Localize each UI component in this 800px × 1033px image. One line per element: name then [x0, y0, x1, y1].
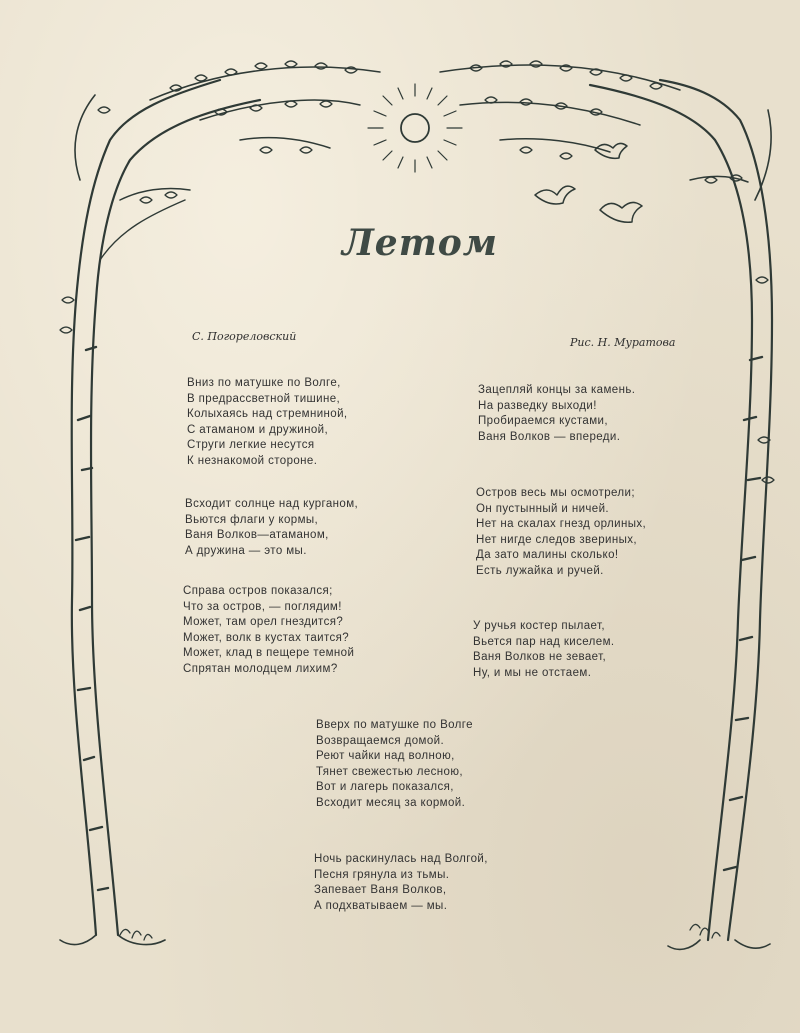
poem-line: Он пустынный и ничей. [476, 502, 610, 515]
poem-line: Спрятан молодцем лихим? [183, 662, 338, 675]
sun-drawing [368, 84, 462, 172]
poem-line: Ваня Волков не зевает, [473, 651, 607, 663]
poem-line: А подхватываем — мы. [314, 899, 448, 912]
poem-title: Летом [341, 222, 499, 264]
stanza-7 [316, 718, 473, 811]
stanza-5 [183, 584, 354, 677]
stanza-3 [185, 497, 358, 559]
poem-line: Вниз по матушке по Волге, [187, 377, 341, 389]
poem-line: Нет на скалах гнезд орлиных, [476, 518, 647, 530]
birds-drawing [535, 143, 642, 222]
stanza-4 [476, 486, 646, 579]
poem-line: Вверх по матушке по Волге [316, 719, 473, 731]
stanza-8 [314, 852, 488, 914]
poem-line: Всходит солнце над курганом, [185, 498, 359, 510]
poem-line: Вьются флаги у кормы, [185, 513, 319, 526]
poem-line: Струги легкие несутся [187, 439, 315, 451]
poem-line: Может, волк в кустах таится? [183, 631, 350, 644]
poem-line: Реют чайки над волною, [316, 750, 455, 762]
poem-line: Справа остров показался; [183, 585, 333, 597]
stanza-2 [478, 383, 635, 445]
poem-line: На разведку выходи! [478, 399, 597, 412]
right-birch-marks [724, 357, 762, 870]
poem-line: Нет нигде следов звериных, [476, 533, 637, 546]
poem-line: Да зато малины сколько! [476, 549, 619, 561]
poem-line: Что за остров, — поглядим! [183, 600, 342, 613]
poem-line: Остров весь мы осмотрели; [476, 487, 635, 499]
stanza-6 [473, 619, 614, 681]
poem-line: Может, там орел гнездится? [183, 616, 344, 628]
poem-line: Пробираемся кустами, [478, 415, 608, 427]
poem-line: Вот и лагерь показался, [316, 781, 454, 793]
canopy-branches [120, 65, 748, 200]
poem-line: У ручья костер пылает, [473, 620, 605, 632]
poem-line: А дружина — это мы. [185, 544, 307, 557]
poem-line: Возвращаемся домой. [316, 734, 445, 747]
poem-line: Зацепляй концы за камень. [478, 384, 636, 396]
poem-line: Ночь раскинулась над Волгой, [314, 853, 488, 865]
stanza-1 [187, 376, 348, 469]
poem-line: С атаманом и дружиной, [187, 423, 329, 436]
poem-line: Тянет свежестью лесною, [316, 765, 463, 778]
poem-line: Ну, и мы не отстаем. [473, 666, 592, 679]
poem-line: Колыхаясь над стремниной, [187, 408, 348, 420]
poem-line: Вьется пар над киселем. [473, 635, 615, 648]
poem-line: Запевает Ваня Волков, [314, 884, 447, 896]
poem-line: К незнакомой стороне. [187, 454, 318, 467]
poem-line: Всходит месяц за кормой. [316, 796, 466, 809]
poem-line: В предрассветной тишине, [187, 392, 341, 405]
poem-line: Ваня Волков — впереди. [478, 430, 621, 443]
poem-line: Может, клад в пещере темной [183, 647, 355, 659]
poem-line: Ваня Волков—атаманом, [185, 529, 329, 541]
illustrator-credit: Рис. Н. Муратова [570, 336, 676, 349]
author-credit: С. Погореловский [192, 330, 297, 343]
poem-line: Есть лужайка и ручей. [476, 564, 604, 577]
poem-line: Песня грянула из тьмы. [314, 868, 450, 881]
